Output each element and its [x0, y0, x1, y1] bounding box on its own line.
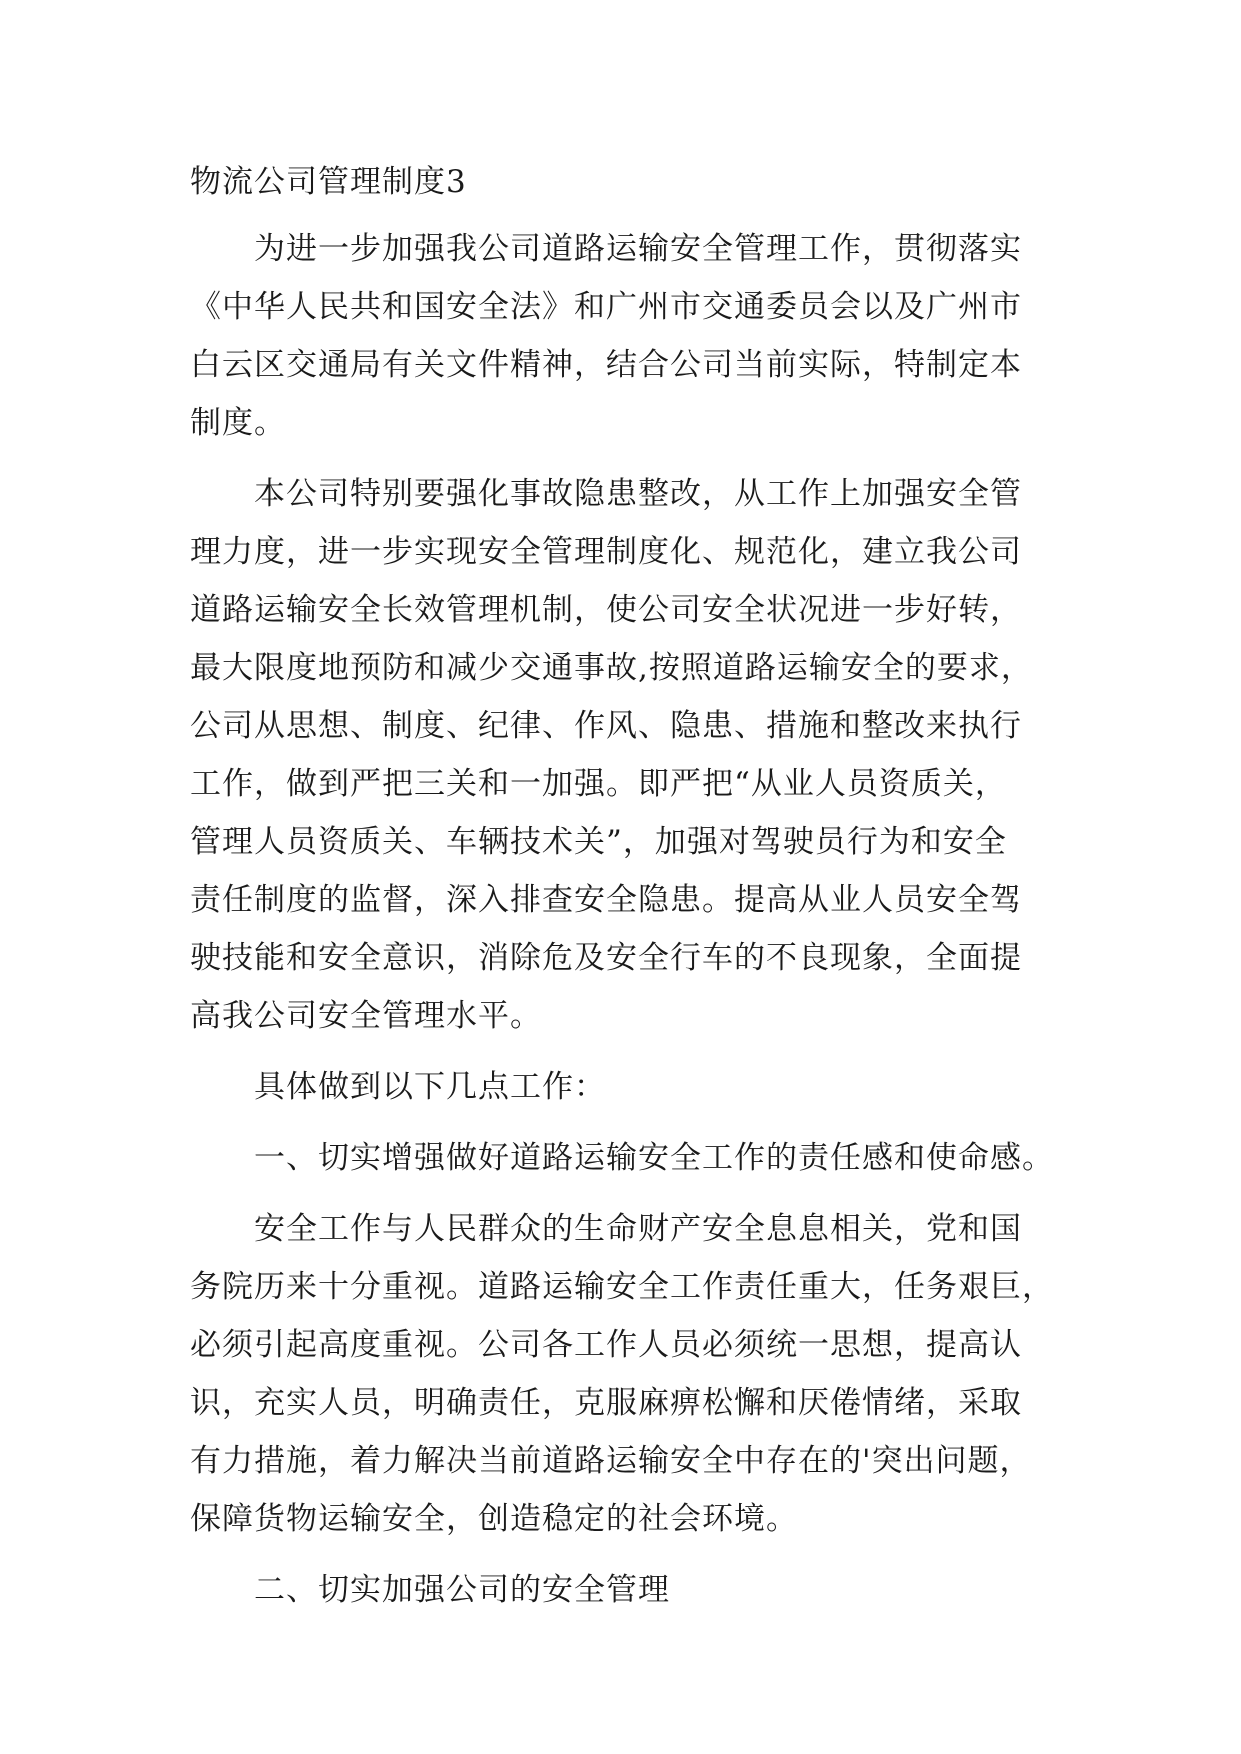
text-line: 高我公司安全管理水平。: [190, 998, 542, 1034]
text-line: 《中华人民共和国安全法》和广州市交通委员会以及广州市: [190, 289, 1022, 325]
paragraph: [190, 465, 1060, 1045]
paragraph: [190, 1058, 1060, 1116]
text-line: 驶技能和安全意识，消除危及安全行车的不良现象，全面提: [190, 940, 1022, 976]
text-line: 理力度，进一步实现安全管理制度化、规范化，建立我公司: [190, 534, 1022, 570]
document-body: [190, 220, 1060, 1632]
text-line: 有力措施，着力解决当前道路运输安全中存在的'突出问题，: [190, 1443, 1032, 1479]
text-line: 本公司特别要强化事故隐患整改，从工作上加强安全管: [254, 476, 1022, 512]
section-heading: [190, 1129, 1060, 1187]
text-line: 一、切实增强做好道路运输安全工作的责任感和使命感。: [254, 1140, 1054, 1176]
text-line: 识，充实人员，明确责任，克服麻痹松懈和厌倦情绪，采取: [190, 1385, 1022, 1421]
text-line: 为进一步加强我公司道路运输安全管理工作，贯彻落实: [254, 231, 1022, 267]
text-line: 公司从思想、制度、纪律、作风、隐患、措施和整改来执行: [190, 708, 1022, 744]
text-line: 工作，做到严把三关和一加强。即严把“从业人员资质关，: [190, 766, 1007, 802]
text-line: 责任制度的监督，深入排查安全隐患。提高从业人员安全驾: [190, 882, 1022, 918]
text-line: 务院历来十分重视。道路运输安全工作责任重大，任务艰巨，: [190, 1269, 1054, 1305]
text-line: 管理人员资质关、车辆技术关”，加强对驾驶员行为和安全: [190, 824, 1007, 860]
text-line: 保障货物运输安全，创造稳定的社会环境。: [190, 1501, 798, 1537]
document-title: 物流公司管理制度3: [190, 164, 467, 200]
text-line: 制度。: [190, 405, 286, 441]
text-line: 安全工作与人民群众的生命财产安全息息相关，党和国: [254, 1211, 1022, 1247]
text-line: 最大限度地预防和减少交通事故,按照道路运输安全的要求，: [190, 650, 1033, 686]
paragraph: [190, 1200, 1060, 1548]
text-line: 二、切实加强公司的安全管理: [254, 1572, 670, 1608]
text-line: 白云区交通局有关文件精神，结合公司当前实际，特制定本: [190, 347, 1022, 383]
paragraph: [190, 220, 1060, 452]
section-heading: [190, 1561, 1060, 1619]
text-line: 具体做到以下几点工作：: [254, 1069, 606, 1105]
text-line: 必须引起高度重视。公司各工作人员必须统一思想，提高认: [190, 1327, 1022, 1363]
text-line: 道路运输安全长效管理机制，使公司安全状况进一步好转，: [190, 592, 1022, 628]
